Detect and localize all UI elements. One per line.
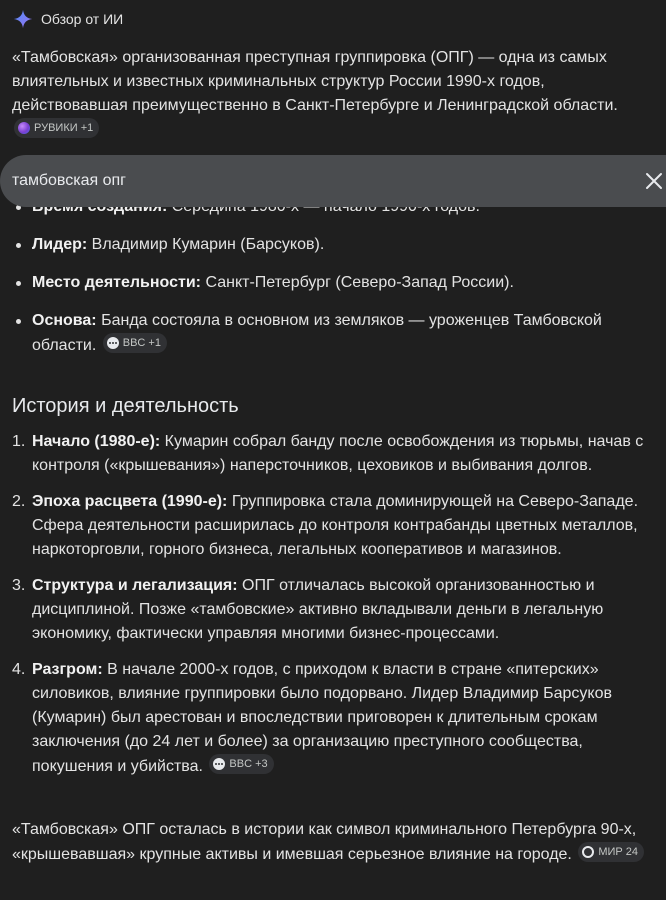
intro-text: «Тамбовская» организованная преступная группировка (ОПГ) — одна из самых влиятельных и известных криминальных структур России 1990-х годов, действовавшая преимущественно в Санкт-Петербурге и Ленинградской области. [12,49,618,114]
fact-label: Основа: [32,312,97,329]
ai-overview-title: Обзор от ИИ [41,11,124,27]
list-item [12,271,652,295]
item-label: Разгром: [32,661,103,678]
item-number: 1. [12,433,26,450]
list-item [12,658,648,779]
source-chip-label: BBC +1 [122,337,161,349]
source-chip-label: МИР 24 [598,846,639,858]
source-chip-bbc[interactable] [209,754,273,774]
list-item [12,233,652,257]
outro-text: «Тамбовская» ОПГ осталась в истории как символ криминального Петербурга 90-х, «крышевавшая» крупные активы и имевшая серьезное влияние на городе. [12,821,637,863]
fact-text: Банда состояла в основном из земляков — уроженцев Тамбовской области. [32,312,602,354]
search-input[interactable] [0,172,666,190]
source-chip-label: BBC +3 [229,758,268,770]
gemini-sparkle-icon [13,9,33,29]
list-item [12,430,648,478]
fact-text: Санкт-Петербург (Северо-Запад России). [205,274,514,291]
fact-label: Лидер: [32,236,88,253]
item-text: ОПГ отличалась высокой организованностью и дисциплиной. Позже «тамбовские» активно вкладывали деньги в легальную экономику, фактически управляя многими бизнес-процессами. [32,577,604,642]
source-chip-bbc[interactable] [103,333,167,353]
item-label: Структура и легализация: [32,577,238,594]
source-chip-mir24[interactable] [578,842,644,862]
item-label: Эпоха расцвета (1990-е): [32,493,228,510]
source-chip-label: РУВИКИ +1 [34,122,94,134]
item-text: В начале 2000-х годов, с приходом к власти в стране «питерских» силовиков, влияние группировки было подорвано. Лидер Владимир Барсуков (Кумарин) был арестован и впоследствии приговорен к длительным срокам заключения (до 24 лет и более) за организацию преступного сообщества, покушения и убийства. [32,661,613,775]
item-number: 3. [12,577,26,594]
ai-overview-header [13,8,123,30]
list-item [12,309,652,358]
fact-label: Место деятельности: [32,274,202,291]
history-heading: История и деятельность [12,395,239,417]
source-mir24-icon [582,846,594,858]
source-bbc-icon [213,758,225,770]
item-text: Кумарин собрал банду после освобождения из тюрьмы, начав с контроля («крышевания») наперсточников, цеховиков и выбивания долгов. [32,433,644,474]
item-label: Начало (1980-е): [32,433,161,450]
list-item [12,574,648,646]
close-icon[interactable] [644,171,664,191]
list-item [12,490,648,562]
fact-text: Владимир Кумарин (Барсуков). [91,236,325,253]
facts-list [12,207,652,358]
source-chip-ruviki[interactable] [14,118,99,138]
source-globe-icon [18,122,30,134]
item-number: 2. [12,493,26,510]
intro-paragraph [12,46,642,143]
item-text: Группировка стала доминирующей на Северо-Западе. Сфера деятельности расширилась до контроля контрабанды цветных металлов, наркоторговли, горного бизнеса, легальных кооперативов и магазинов. [32,493,639,558]
search-bar [0,155,666,207]
history-list [12,430,648,779]
outro-paragraph [12,818,648,867]
source-bbc-icon [107,337,119,349]
item-number: 4. [12,661,26,678]
